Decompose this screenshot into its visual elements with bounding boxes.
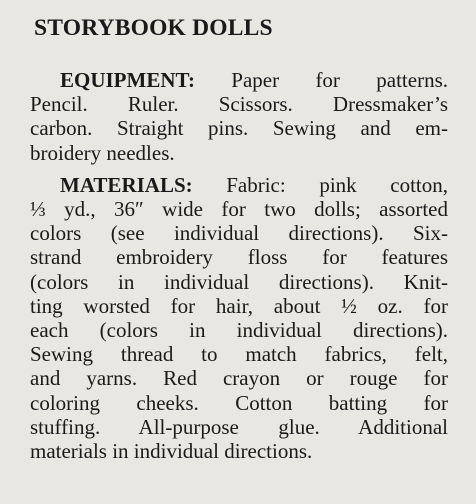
materials-line: strand embroidery floss for features xyxy=(30,245,448,270)
materials-line: materials in individual directions. xyxy=(30,439,313,464)
materials-line: coloring cheeks. Cotton batting for xyxy=(30,390,448,415)
materials-line: ting worsted for hair, about ½ oz. for xyxy=(30,293,448,318)
materials-label: MATERIALS: xyxy=(60,172,193,197)
equipment-line: Pencil. Ruler. Scissors. Dressmaker’s xyxy=(30,92,448,117)
materials-line: ⅓ yd., 36″ wide for two dolls; assorted xyxy=(30,197,448,222)
equipment-line: carbon. Straight pins. Sewing and em- xyxy=(30,116,448,141)
materials-text: Fabric: pink cotton, xyxy=(192,172,448,197)
body-text xyxy=(30,68,448,463)
materials-line: (colors in individual directions). Knit- xyxy=(30,269,448,294)
materials-line: and yarns. Red crayon or rouge for xyxy=(30,366,448,391)
materials-line: each (colors in individual directions). xyxy=(30,318,448,343)
materials-line: stuffing. All-purpose glue. Additional xyxy=(30,414,448,439)
equipment-line: broidery needles. xyxy=(30,140,175,165)
equipment-text: Paper for patterns. xyxy=(194,68,448,92)
materials-line: Sewing thread to match fabrics, felt, xyxy=(30,342,448,367)
paragraph-gap xyxy=(30,165,448,173)
equipment-label: EQUIPMENT: xyxy=(60,68,195,92)
materials-line xyxy=(30,173,448,197)
equipment-line xyxy=(30,68,448,92)
materials-line: colors (see individual directions). Six- xyxy=(30,221,448,246)
page-title: STORYBOOK DOLLS xyxy=(34,15,273,41)
